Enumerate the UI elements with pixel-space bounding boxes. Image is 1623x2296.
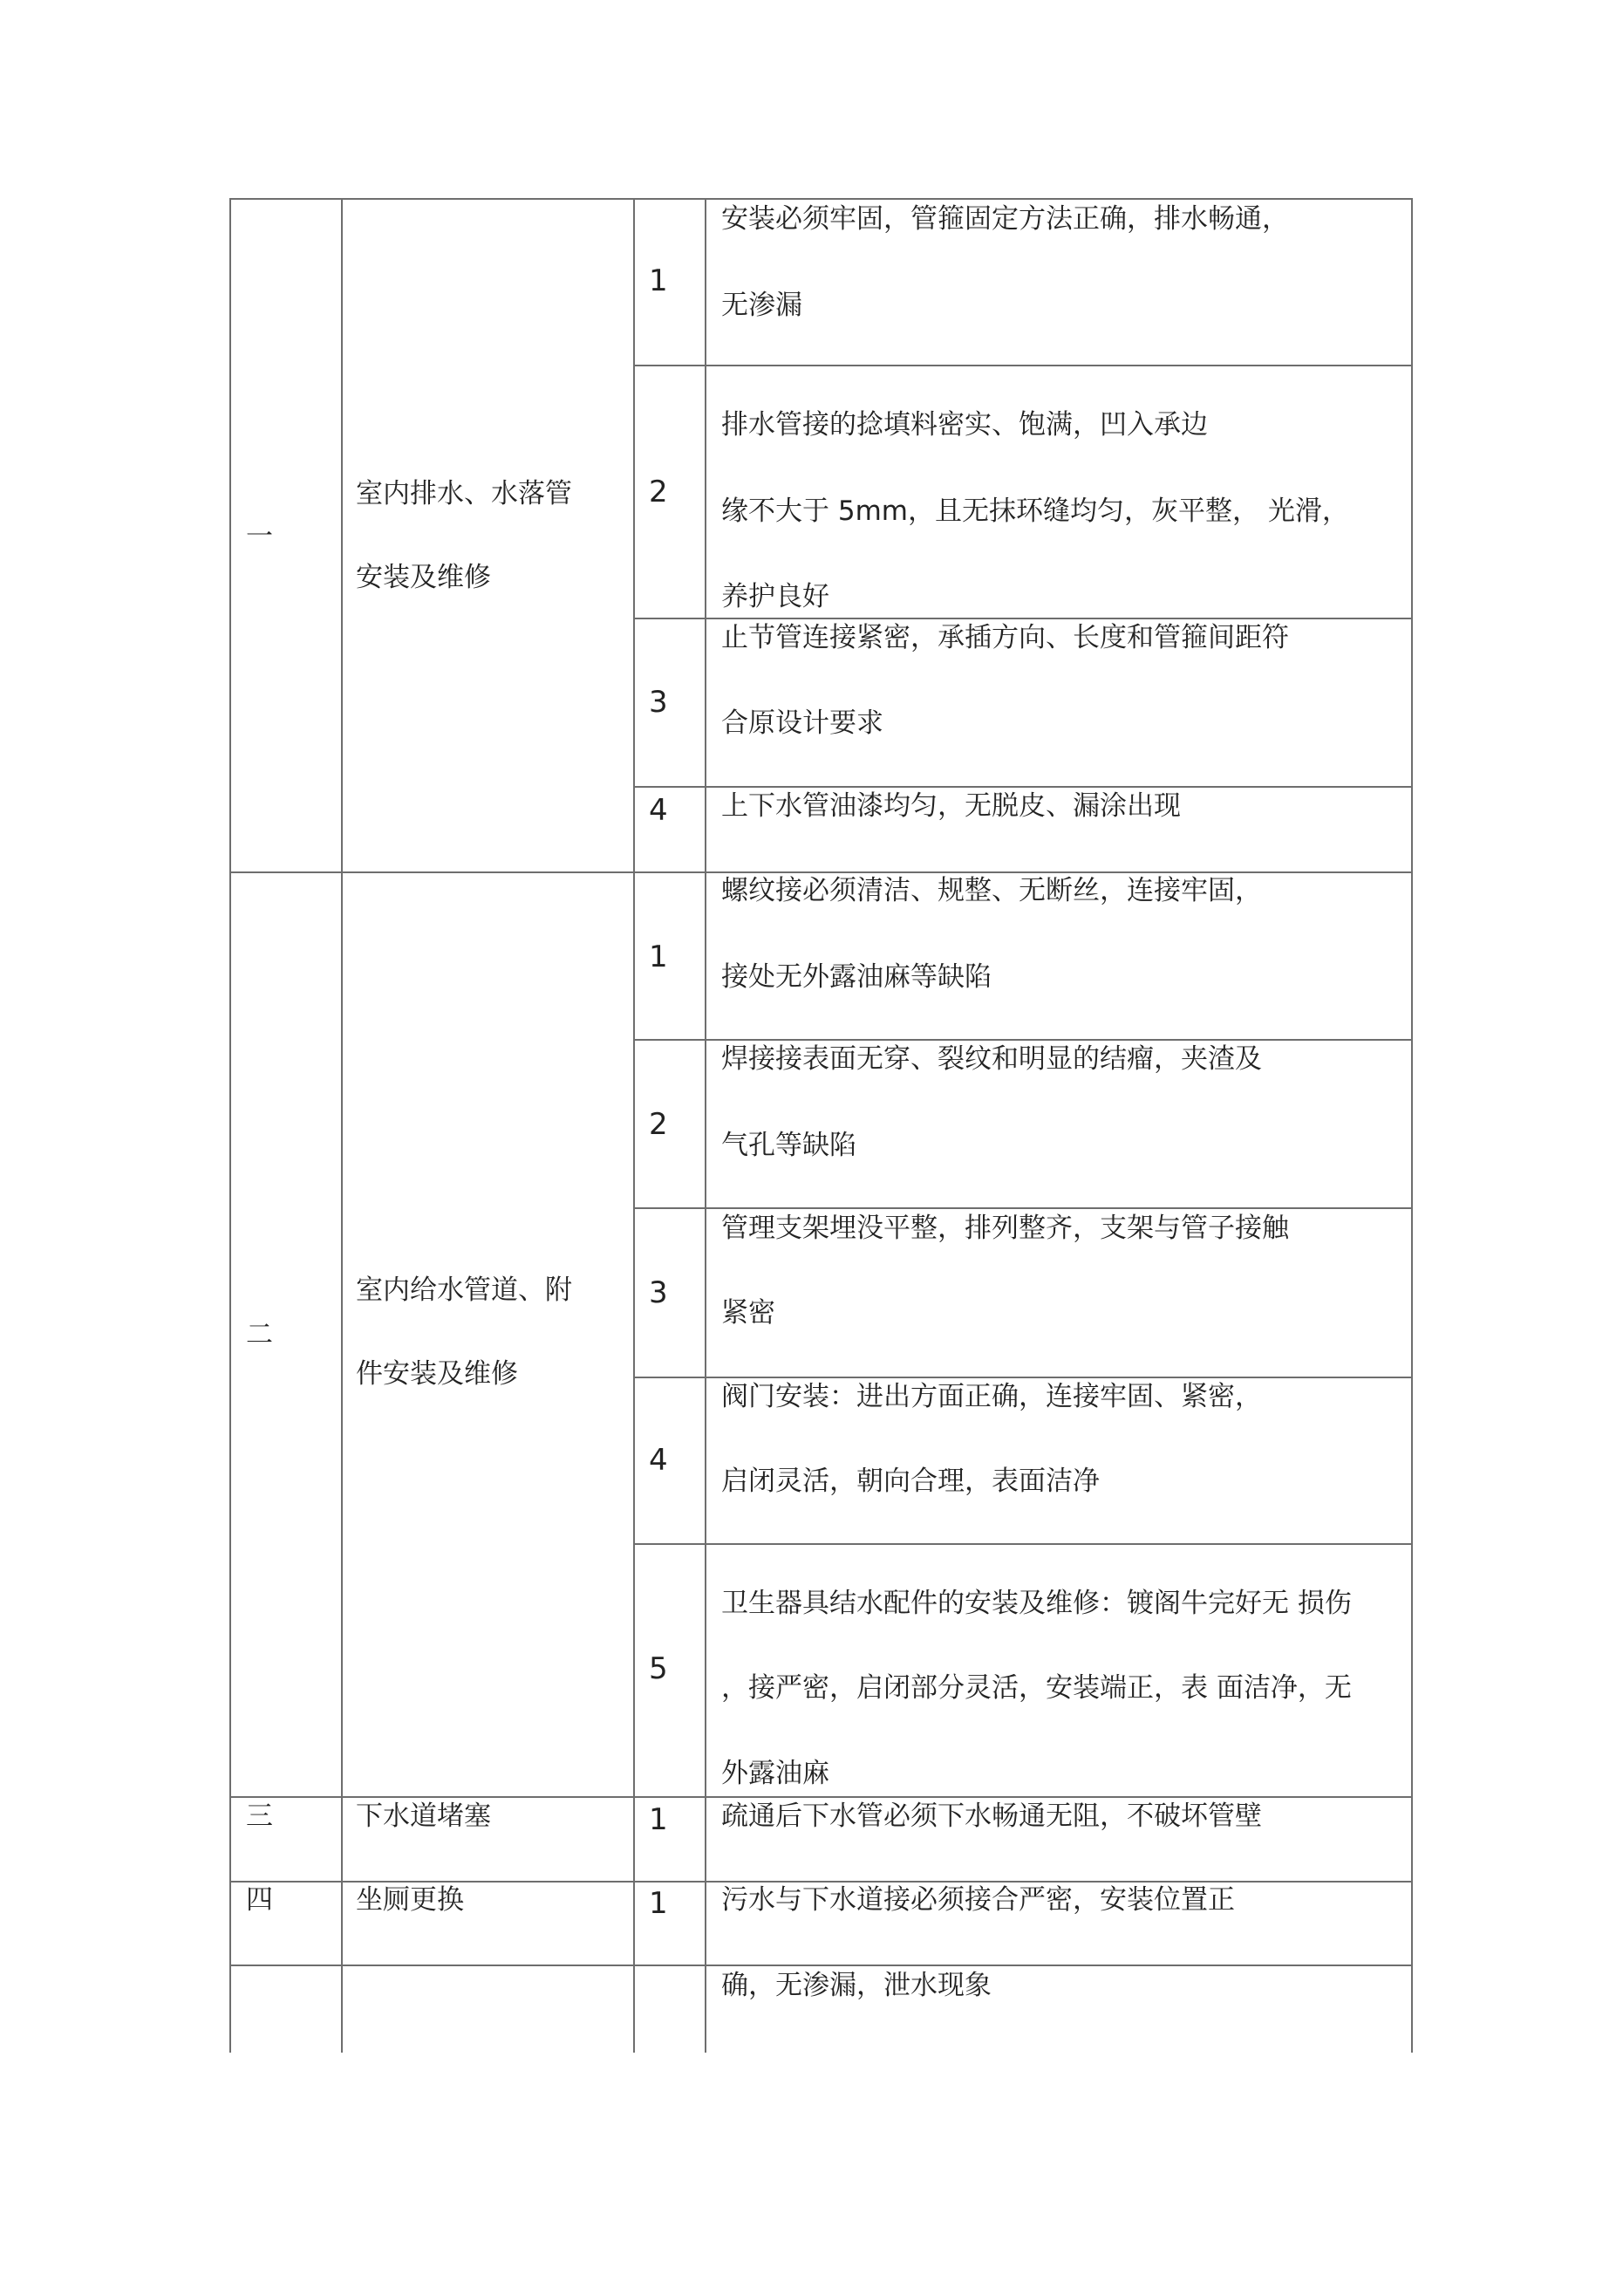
item-description: 疏通后下水管必须下水畅通无阻，不破坏管壁 xyxy=(721,1801,1262,1832)
item-number: 2 xyxy=(649,475,668,509)
item-number: 4 xyxy=(649,1443,668,1478)
rule-continuation-start xyxy=(229,1965,1413,1966)
group-index: 二 xyxy=(246,1319,273,1350)
item-number: 1 xyxy=(649,263,668,298)
rule-item xyxy=(633,786,1413,788)
item-description: 卫生器具结水配件的安装及维修：镀阁牛完好无 损伤 xyxy=(721,1588,1352,1619)
item-description: 上下水管油漆均匀，无脱皮、漏涂出现 xyxy=(721,790,1181,822)
rule-right xyxy=(1411,198,1413,2053)
item-number: 2 xyxy=(649,1107,668,1142)
item-description: 启闭灵活，朝向合理，表面洁净 xyxy=(721,1466,1100,1497)
item-number: 5 xyxy=(649,1651,668,1686)
rule-item xyxy=(633,1543,1413,1545)
rule-top xyxy=(229,198,1413,200)
rule-item xyxy=(633,1377,1413,1378)
rule-left xyxy=(229,198,231,2053)
item-description: 无渗漏 xyxy=(721,290,802,321)
rule-item xyxy=(633,1039,1413,1041)
item-description: 接处无外露油麻等缺陷 xyxy=(721,961,992,993)
category-label: 下水道堵塞 xyxy=(356,1801,491,1832)
item-number: 1 xyxy=(649,1802,668,1837)
rule-item xyxy=(633,618,1413,619)
item-description: 缘不大于 5mm，且无抹环缝均匀，灰平整， 光滑， xyxy=(721,495,1349,527)
rule-group-2-start xyxy=(229,871,1413,873)
group-index: 一 xyxy=(246,521,273,552)
group-index: 四 xyxy=(246,1884,273,1916)
item-description: 焊接接表面无穿、裂纹和明显的结瘤，夹渣及 xyxy=(721,1043,1262,1075)
item-description: 外露油麻 xyxy=(721,1758,829,1789)
rule-group-4-start xyxy=(229,1881,1413,1883)
item-description: 确，无渗漏，泄水现象 xyxy=(721,1970,992,2001)
category-label: 安装及维修 xyxy=(356,562,491,593)
item-description: 气孔等缺陷 xyxy=(721,1130,856,1161)
item-description: ，接严密，启闭部分灵活，安装端正，表 面洁净，无 xyxy=(721,1672,1352,1704)
item-number: 3 xyxy=(649,685,668,720)
group-index: 三 xyxy=(246,1801,273,1832)
item-number: 1 xyxy=(649,940,668,974)
item-description: 螺纹接必须清洁、规整、无断丝，连接牢固， xyxy=(721,875,1262,906)
rule-item xyxy=(633,1207,1413,1209)
item-number: 1 xyxy=(649,1886,668,1921)
rule-after-number xyxy=(705,198,706,2053)
rule-group-3-start xyxy=(229,1796,1413,1798)
item-number: 4 xyxy=(649,793,668,828)
item-description: 阀门安装：进出方面正确，连接牢固、紧密， xyxy=(721,1381,1262,1412)
item-description: 安装必须牢固，管箍固定方法正确，排水畅通， xyxy=(721,203,1289,235)
item-description: 排水管接的捻填料密实、饱满，凹入承边 xyxy=(721,409,1208,441)
category-label: 室内给水管道、附 xyxy=(356,1274,572,1306)
item-description: 养护良好 xyxy=(721,581,829,612)
item-description: 止节管连接紧密，承插方向、长度和管箍间距符 xyxy=(721,622,1289,653)
item-description: 污水与下水道接必须接合严密，安装位置正 xyxy=(721,1884,1235,1916)
category-label: 件安装及维修 xyxy=(356,1358,518,1390)
rule-after-category xyxy=(633,198,635,2053)
item-description: 紧密 xyxy=(721,1297,775,1329)
item-number: 3 xyxy=(649,1275,668,1310)
item-description: 管理支架埋没平整，排列整齐，支架与管子接触 xyxy=(721,1213,1289,1244)
item-description: 合原设计要求 xyxy=(721,707,883,739)
rule-after-index xyxy=(341,198,343,2053)
rule-item xyxy=(633,365,1413,366)
category-label: 坐厕更换 xyxy=(356,1884,464,1916)
category-label: 室内排水、水落管 xyxy=(356,478,572,509)
